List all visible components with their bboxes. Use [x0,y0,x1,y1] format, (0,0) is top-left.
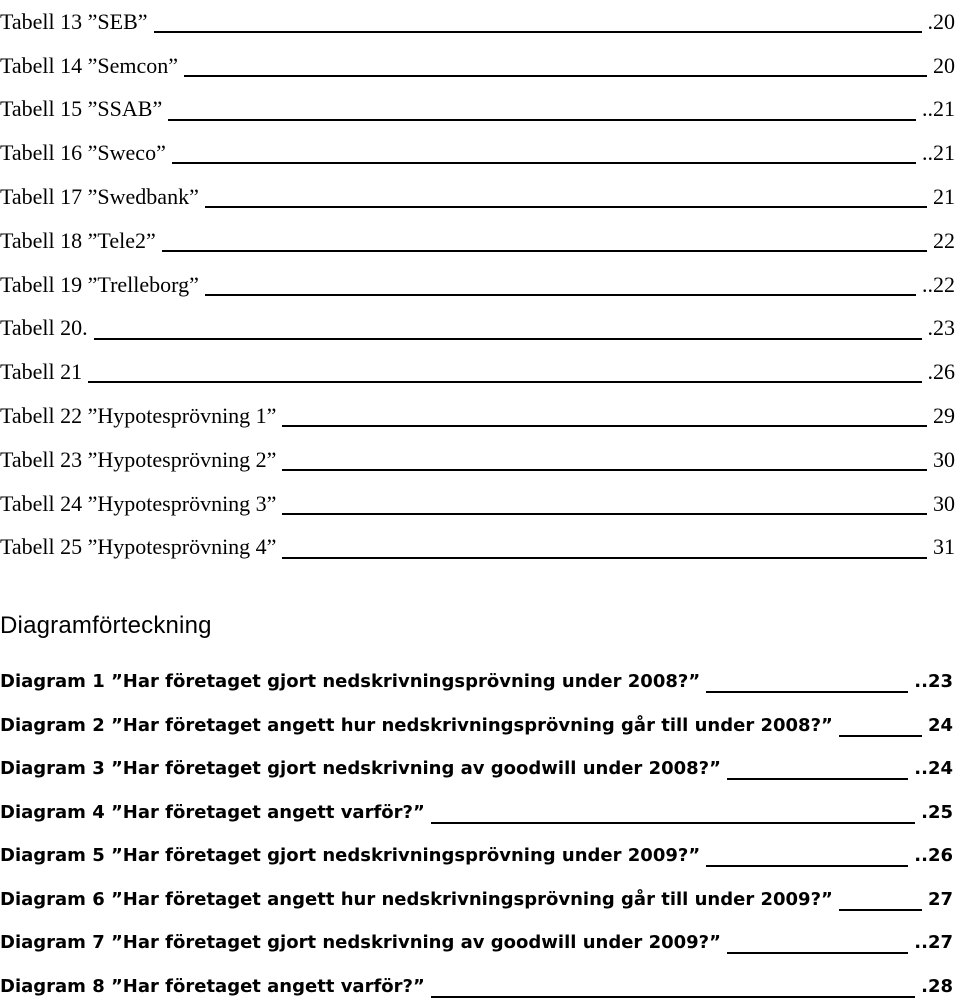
toc-entry-page: 29 [933,403,955,429]
toc-entry-page: ..24 [914,758,953,779]
leader-line [706,834,908,878]
toc-entry-label: Tabell 15 ”SSAB” [0,96,162,122]
toc-entry-label: Tabell 19 ”Trelleborg” [0,272,199,298]
toc-entry-label: Diagram 8 ”Har företaget angett varför?” [0,976,425,997]
leader-line [282,482,927,526]
toc-entry-label: Diagram 3 ”Har företaget gjort nedskrivning av goodwill under 2008?” [0,758,721,779]
toc-entry-diagram-1[interactable] [0,660,953,704]
leader-line [282,438,927,482]
toc-entry-label: Tabell 23 ”Hypotesprövning 2” [0,447,276,473]
leader-line [88,350,921,394]
leader-line [431,965,915,1008]
toc-entry-label: Diagram 1 ”Har företaget gjort nedskrivningsprövning under 2008?” [0,671,700,692]
toc-entry-page: ..27 [914,932,953,953]
toc-entry-table-22[interactable] [0,394,955,438]
leader-line [282,394,927,438]
toc-entry-table-24[interactable] [0,482,955,526]
toc-entry-page: ..21 [922,96,955,122]
toc-entry-page: .20 [928,9,956,35]
toc-entry-page: ..22 [922,272,955,298]
leader-line [205,175,927,219]
leader-line [168,88,916,132]
toc-entry-diagram-2[interactable] [0,704,953,748]
table-of-diagrams [0,660,953,1008]
toc-entry-label: Tabell 25 ”Hypotesprövning 4” [0,534,276,560]
toc-entry-table-17[interactable] [0,175,955,219]
toc-entry-page: .25 [921,802,953,823]
toc-entry-table-19[interactable] [0,263,955,307]
leader-line [706,660,908,704]
toc-entry-label: Tabell 16 ”Sweco” [0,140,166,166]
toc-entry-table-23[interactable] [0,438,955,482]
toc-entry-label: Diagram 7 ”Har företaget gjort nedskrivning av goodwill under 2009?” [0,932,721,953]
toc-entry-table-21[interactable] [0,350,955,394]
leader-line [154,0,922,44]
toc-entry-label: Diagram 4 ”Har företaget angett varför?” [0,802,425,823]
toc-entry-page: 30 [933,447,955,473]
toc-entry-diagram-5[interactable] [0,834,953,878]
toc-entry-table-14[interactable] [0,44,955,88]
toc-entry-label: Tabell 20. [0,315,88,341]
leader-line [205,263,916,307]
toc-entry-label: Tabell 22 ”Hypotesprövning 1” [0,403,276,429]
toc-entry-page: 21 [933,184,955,210]
toc-entry-table-13[interactable] [0,0,955,44]
toc-entry-label: Diagram 6 ”Har företaget angett hur nedskrivningsprövning går till under 2009?” [0,889,833,910]
toc-entry-page: 22 [933,228,955,254]
toc-entry-table-20[interactable] [0,307,955,351]
leader-line [431,791,915,835]
leader-line [839,878,922,922]
leader-line [839,704,922,748]
toc-entry-page: 27 [928,889,953,910]
toc-entry-diagram-7[interactable] [0,921,953,965]
toc-entry-page: 20 [933,53,955,79]
toc-entry-table-15[interactable] [0,88,955,132]
toc-entry-label: Tabell 17 ”Swedbank” [0,184,199,210]
toc-entry-page: ..21 [922,140,955,166]
toc-entry-page: ..23 [914,671,953,692]
toc-entry-diagram-3[interactable] [0,747,953,791]
toc-entry-page: .23 [928,315,956,341]
toc-entry-label: Tabell 24 ”Hypotesprövning 3” [0,491,276,517]
toc-entry-diagram-8[interactable] [0,965,953,1008]
leader-line [162,219,927,263]
toc-entry-table-16[interactable] [0,131,955,175]
toc-entry-label: Tabell 14 ”Semcon” [0,53,178,79]
toc-entry-table-25[interactable] [0,526,955,570]
toc-entry-diagram-6[interactable] [0,878,953,922]
leader-line [172,131,916,175]
toc-entry-page: ..26 [914,845,953,866]
toc-entry-label: Tabell 13 ”SEB” [0,9,148,35]
leader-line [727,921,908,965]
toc-entry-label: Diagram 5 ”Har företaget gjort nedskrivningsprövning under 2009?” [0,845,700,866]
toc-entry-table-18[interactable] [0,219,955,263]
toc-entry-page: .26 [928,359,956,385]
leader-line [282,526,927,570]
leader-line [94,307,922,351]
toc-entry-page: 24 [928,715,953,736]
toc-entry-page: 31 [933,534,955,560]
toc-entry-label: Tabell 18 ”Tele2” [0,228,156,254]
diagram-list-heading: Diagramförteckning [0,612,212,640]
leader-line [184,44,927,88]
toc-entry-diagram-4[interactable] [0,791,953,835]
toc-entry-label: Tabell 21 [0,359,82,385]
toc-entry-page: 30 [933,491,955,517]
toc-entry-page: .28 [921,976,953,997]
leader-line [727,747,908,791]
toc-entry-label: Diagram 2 ”Har företaget angett hur nedskrivningsprövning går till under 2008?” [0,715,833,736]
